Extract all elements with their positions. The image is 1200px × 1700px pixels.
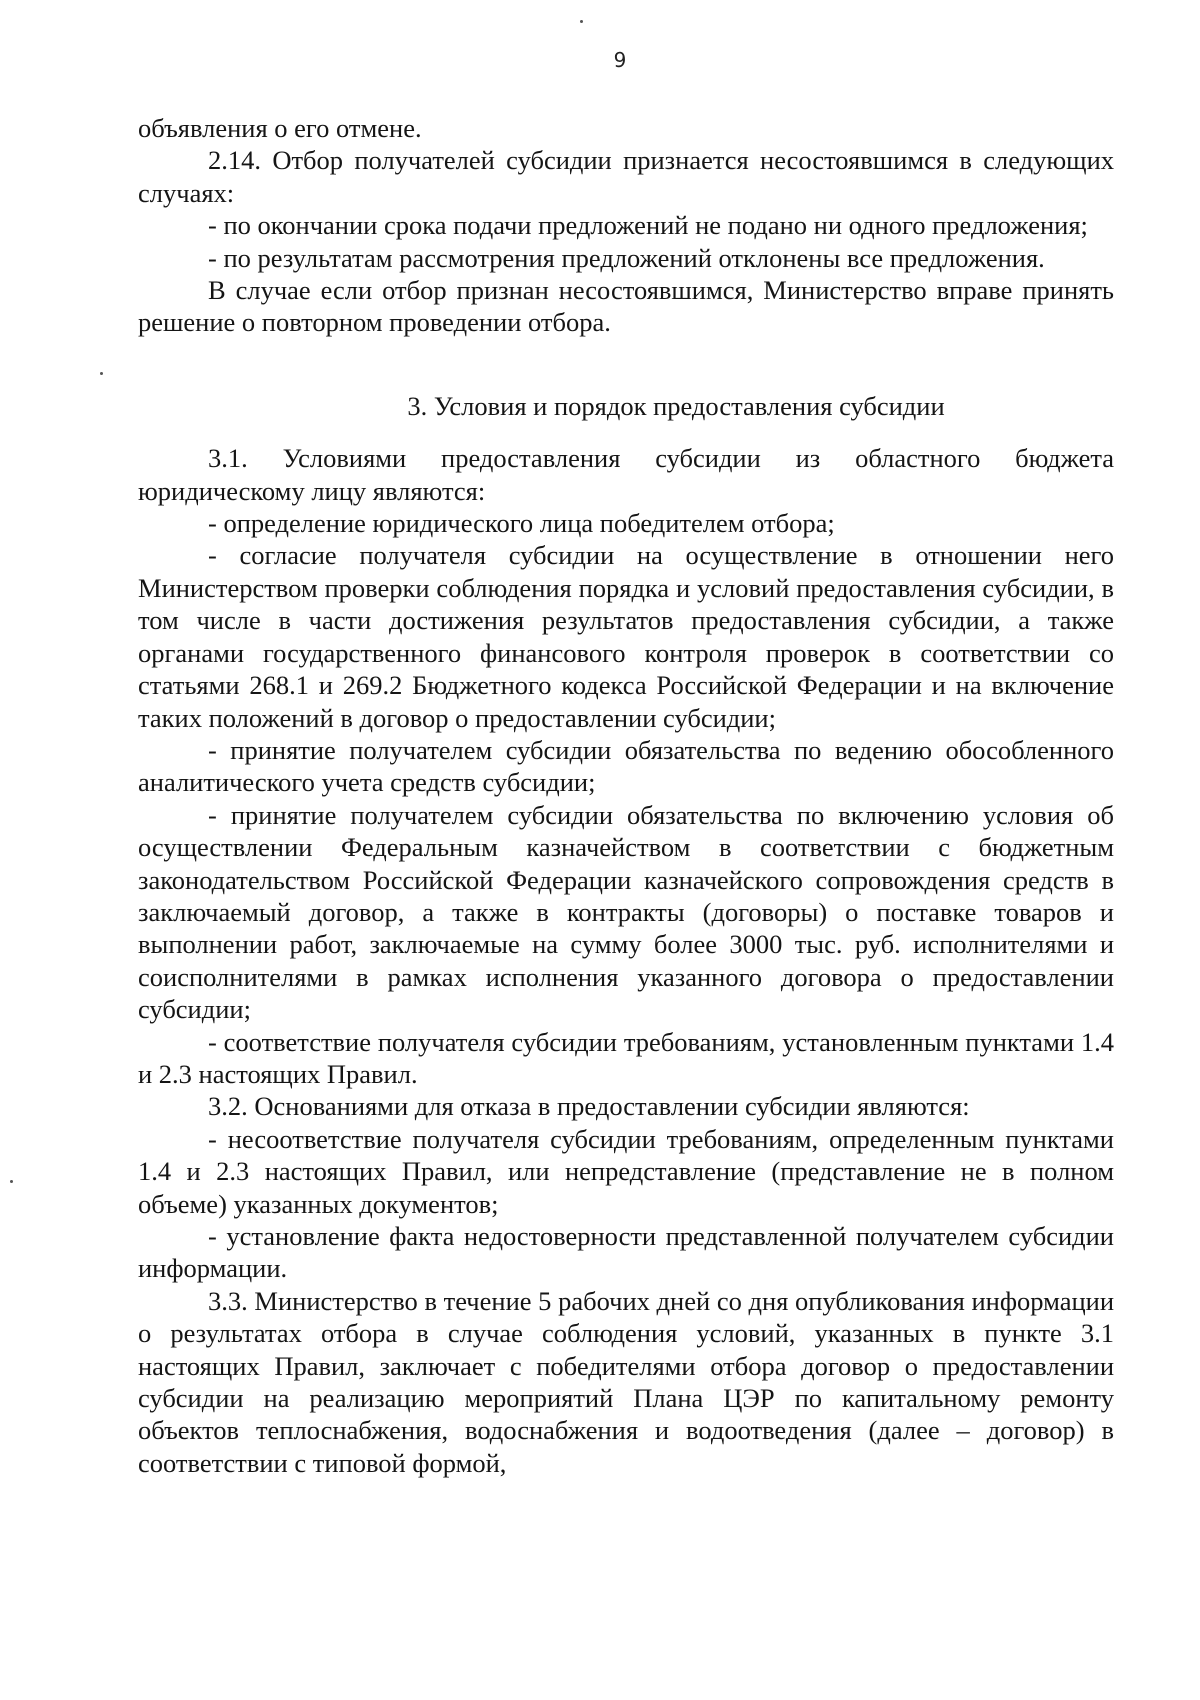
scan-speck [100, 372, 103, 375]
list-item: - установление факта недостоверности представленной получателем субсидии информации. [138, 1221, 1114, 1284]
list-item: - определение юридического лица победителем отбора; [208, 508, 835, 539]
paragraph-3-1: 3.1. Условиями предоставления субсидии из областного бюджета юридическому лицу являются: [138, 443, 1114, 506]
section-heading: 3. Условия и порядок предоставления субсидии [407, 390, 945, 421]
scan-speck [580, 20, 583, 23]
list-item: - по окончании срока подачи предложений не подано ни одного предложения; [208, 210, 1088, 241]
list-item: - принятие получателем субсидии обязательства по ведению обособленного аналитического учета средств субсидии; [138, 734, 1114, 798]
paragraph: объявления о его отмене. [138, 113, 422, 143]
list-item: - согласие получателя субсидии на осуществление в отношении него Министерством проверки соблюдения порядка и условий предоставления субсидии, в том числе в части достижения результатов предоставления субсидии, а также органами государственного финансового контроля проверок в соответствии со статьями 268.1 и 269.2 Бюджетного кодекса Российской Федерации и на включение таких положений в договор о предоставлении субсидии; [138, 540, 1114, 733]
paragraph-3-3: 3.3. Министерство в течение 5 рабочих дней со дня опубликования информации о результатах отбора в случае соблюдения условий, указанных в пункте 3.1 настоящих Правил, заключает с победителями отбора договор о предоставлении субсидии на реализацию мероприятий Плана ЦЭР по капитальному ремонту объектов теплоснабжения, водоснабжения и водоотведения (далее – договор) в соответствии с типовой формой, [138, 1285, 1114, 1478]
list-item: - соответствие получателя субсидии требованиям, установленным пунктами 1.4 и 2.3 настоящих Правил. [138, 1026, 1114, 1089]
paragraph-2-14: 2.14. Отбор получателей субсидии признается несостоявшимся в следующих случаях: [138, 145, 1114, 208]
list-item: - несоответствие получателя субсидии требованиям, определенным пунктами 1.4 и 2.3 настоящих Правил, или непредставление (представление не в полном объеме) указанных документов; [138, 1123, 1114, 1219]
list-item: - принятие получателем субсидии обязательства по включению условия об осуществлении Федеральным казначейством в соответствии с бюджетным законодательством Российской Федерации казначейского сопровождения средств в заключаемый договор, а также в контракты (договоры) о поставке товаров и выполнении работ, заключаемые на сумму более 3000 тыс. руб. исполнителями и соисполнителями в рамках исполнения указанного договора о предоставлении субсидии; [138, 799, 1114, 1025]
document-body [138, 112, 1114, 1479]
list-item: - по результатам рассмотрения предложений отклонены все предложения. [208, 242, 1045, 273]
page-number: 9 [613, 48, 627, 72]
scan-speck [10, 1180, 13, 1183]
paragraph: В случае если отбор признан несостоявшимся, Министерство вправе принять решение о повторном проведении отбора. [138, 275, 1114, 338]
paragraph-3-2: 3.2. Основаниями для отказа в предоставлении субсидии являются: [208, 1091, 970, 1122]
